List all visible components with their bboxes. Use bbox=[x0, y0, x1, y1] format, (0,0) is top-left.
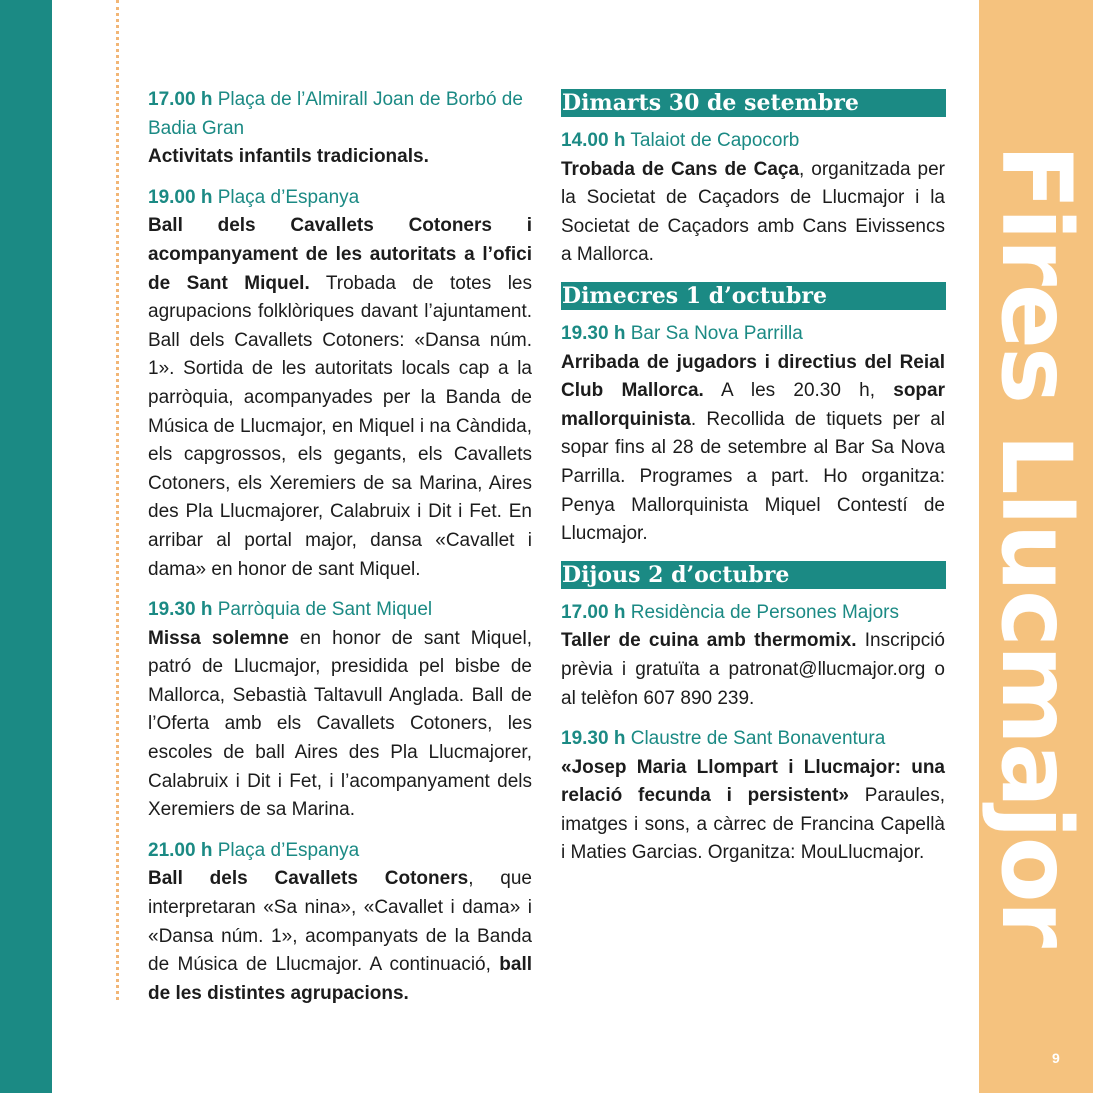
event-text: en honor de sant Miquel, patró de Llucmajor, presidida pel bisbe de Mallorca, Sebastià Taltavull Anglada. Ball de l’Oferta amb els Cavallets Cotoners, les escoles de ball Aires des Pla Llucmajorer, Calabruix i Dit i Fet, i l’acompanyament dels Xeremiers de sa Marina. bbox=[148, 627, 532, 821]
event-highlight: sopar mallorquinista bbox=[561, 380, 945, 430]
event-description bbox=[561, 349, 945, 549]
event-highlight: Missa solemne bbox=[148, 627, 289, 649]
event-text: , que interpretaran «Sa nina», «Cavallet i dama» i «Dansa núm. 1», acompanyats de la Banda de Música de Llucmajor. A continuació, bbox=[148, 868, 532, 976]
event-place: Talaiot de Capocorb bbox=[630, 130, 800, 151]
event-header bbox=[148, 837, 532, 866]
event-time: 21.00 h bbox=[148, 839, 213, 861]
event-time: 17.00 h bbox=[561, 601, 626, 623]
event-header bbox=[148, 184, 532, 213]
event-description bbox=[561, 627, 945, 713]
event-description bbox=[561, 156, 945, 270]
event-description bbox=[148, 143, 532, 172]
day-header: Dimecres 1 d’octubre bbox=[561, 282, 946, 310]
event-description bbox=[561, 754, 945, 868]
event-header bbox=[148, 86, 532, 143]
event-highlight: Activitats infantils tradicionals. bbox=[148, 146, 429, 168]
event-highlight: «Josep Maria Llompart i Llucmajor: una relació fecunda i persistent» bbox=[561, 756, 945, 807]
event-text: , organitzada per la Societat de Caçadors de Llucmajor i la Societat de Caçadors amb Cans Eivissencs a Mallorca. bbox=[561, 158, 946, 266]
event-item bbox=[561, 127, 945, 270]
event-item bbox=[148, 184, 532, 584]
event-highlight: Ball dels Cavallets Cotoners bbox=[148, 868, 469, 890]
event-time: 17.00 h bbox=[148, 89, 213, 110]
event-highlight: ball de les distintes agrupacions. bbox=[148, 954, 532, 1004]
day-header: Dimarts 30 de setembre bbox=[561, 89, 946, 117]
page-number: 9 bbox=[1052, 1050, 1060, 1066]
event-place: Plaça d’Espanya bbox=[217, 186, 360, 208]
event-item bbox=[561, 320, 945, 549]
event-header bbox=[561, 320, 945, 349]
event-place: Plaça d’Espanya bbox=[217, 839, 360, 861]
event-highlight: Trobada de Cans de Caça bbox=[561, 158, 800, 180]
event-time: 19.30 h bbox=[561, 728, 626, 750]
event-time: 14.00 h bbox=[561, 130, 626, 151]
event-description bbox=[148, 625, 532, 825]
event-place: Residència de Persones Majors bbox=[630, 601, 899, 623]
event-item bbox=[148, 837, 532, 1009]
event-header bbox=[561, 127, 945, 156]
event-text: . Recollida de tiquets per al sopar fins al 28 de setembre al Bar Sa Nova Parrilla. Programes a part. Ho organitza: Penya Mallorquinista Miquel Contestí de Llucmajor. bbox=[561, 408, 945, 545]
dotted-divider bbox=[116, 0, 119, 1000]
event-highlight: Ball dels Cavallets Cotoners i acompanyament de les autoritats a l’ofici de Sant Miquel. bbox=[148, 215, 532, 294]
event-highlight: Taller de cuina amb thermomix. bbox=[561, 630, 857, 652]
event-time: 19.30 h bbox=[561, 322, 626, 344]
left-column bbox=[148, 86, 532, 1020]
left-color-bar bbox=[0, 0, 52, 1093]
event-highlight: Arribada de jugadors i directius del Reial Club Mallorca. bbox=[561, 351, 945, 402]
event-text: Trobada de totes les agrupacions folklòriques davant l’ajuntament. Ball dels Cavallets Cotoners: «Dansa núm. 1». Sortida de les autoritats locals cap a la parròquia, acompanyades per la Banda de Música de Llucmajor, en Miquel i na Càndida, els capgrossos, els gegants, els Cavallets Cotoners, els Xeremiers de sa Marina, Aires des Pla Llucmajorer, Calabruix i Dit i Fet. En arribar al portal major, dansa «Cavallet i dama» en honor de sant Miquel. bbox=[148, 272, 532, 580]
event-place: Plaça de l’Almirall Joan de Borbó de Badia Gran bbox=[148, 89, 523, 139]
event-header bbox=[148, 596, 532, 625]
event-item bbox=[561, 725, 945, 868]
event-item bbox=[561, 599, 945, 713]
event-header bbox=[561, 725, 945, 754]
event-time: 19.30 h bbox=[148, 599, 213, 621]
vertical-title: Fires Llucmajor bbox=[980, 144, 1092, 946]
event-header bbox=[561, 599, 945, 628]
day-header: Dijous 2 d’octubre bbox=[561, 561, 946, 589]
event-description bbox=[148, 212, 532, 584]
event-time: 19.00 h bbox=[148, 186, 213, 208]
event-place: Bar Sa Nova Parrilla bbox=[630, 322, 803, 344]
event-place: Parròquia de Sant Miquel bbox=[217, 599, 433, 621]
event-item bbox=[148, 596, 532, 825]
event-item bbox=[148, 86, 532, 172]
event-text: A les 20.30 h, bbox=[703, 380, 894, 402]
event-text: Paraules, imatges i sons, a càrrec de Francina Capellà i Maties Garcias. Organitza: MouLlucmajor. bbox=[561, 785, 946, 864]
event-place: Claustre de Sant Bonaventura bbox=[630, 728, 886, 750]
event-text: Inscripció prèvia i gratuïta a patronat@llucmajor.org o al telèfon 607 890 239. bbox=[561, 630, 945, 709]
right-column bbox=[561, 86, 945, 880]
event-description bbox=[148, 865, 532, 1008]
